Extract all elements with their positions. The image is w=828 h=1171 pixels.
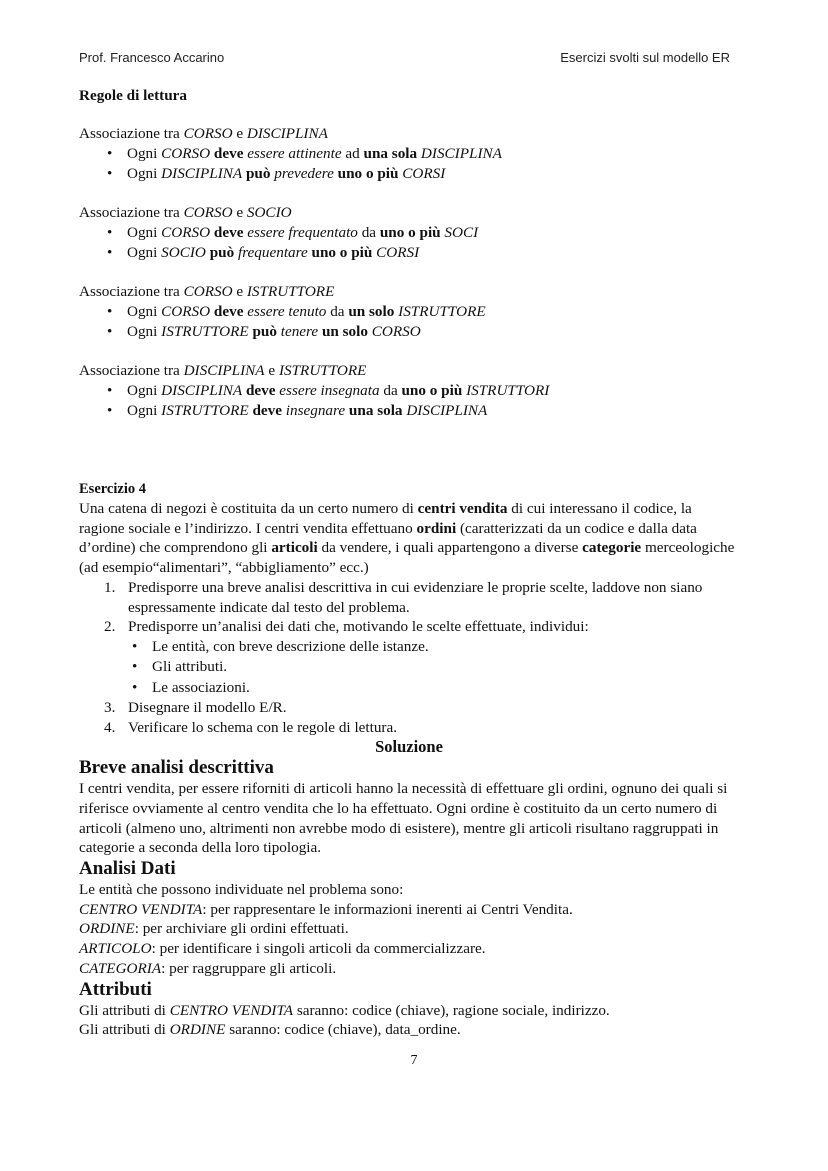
page-content bbox=[79, 86, 739, 1040]
association-corso-istruttore bbox=[79, 282, 739, 342]
association-heading: Associazione tra CORSO e ISTRUTTORE bbox=[79, 283, 335, 300]
entity-line: CENTRO VENDITA: per rappresentare le informazioni inerenti ai Centri Vendita. bbox=[79, 900, 573, 918]
reading-rule: • Ogni CORSO deve essere attinente ad una sola DISCIPLINA bbox=[79, 144, 739, 164]
attribute-line: Gli attributi di ORDINE saranno: codice (chiave), data_ordine. bbox=[79, 1021, 461, 1039]
header-title: Esercizi svolti sul modello ER bbox=[560, 50, 730, 65]
entity-line: CATEGORIA: per raggruppare gli articoli. bbox=[79, 959, 337, 977]
exercise-substep: • Le entità, con breve descrizione delle istanze. bbox=[128, 637, 739, 657]
exercise-substeps bbox=[128, 637, 739, 698]
exercise-substep: • Le associazioni. bbox=[128, 678, 739, 698]
reading-rule: • Ogni ISTRUTTORE può tenere un solo CORSO bbox=[79, 322, 739, 342]
exercise-step: 1. Predisporre una breve analisi descrittiva in cui evidenziare le proprie scelte, laddove non siano espressamente indicate dal testo del problema. bbox=[104, 578, 703, 616]
page-number: 7 bbox=[410, 1053, 418, 1068]
association-corso-disciplina bbox=[79, 124, 739, 184]
attribute-line: Gli attributi di CENTRO VENDITA saranno: codice (chiave), ragione sociale, indirizzo. bbox=[79, 1001, 610, 1019]
reading-rule: • Ogni SOCIO può frequentare uno o più CORSI bbox=[79, 243, 739, 263]
association-heading: Associazione tra DISCIPLINA e ISTRUTTORE bbox=[79, 362, 367, 379]
solution-title: Soluzione bbox=[375, 737, 443, 757]
entity-line: ORDINE: per archiviare gli ordini effettuati. bbox=[79, 920, 349, 938]
exercise-substep: • Gli attributi. bbox=[128, 657, 739, 677]
page-header bbox=[79, 50, 730, 70]
association-disciplina-istruttore bbox=[79, 361, 739, 421]
reading-rule: • Ogni DISCIPLINA deve essere insegnata da uno o più ISTRUTTORI bbox=[79, 381, 739, 401]
section-heading-descrittiva: Breve analisi descrittiva bbox=[79, 757, 274, 779]
exercise-step: 2. Predisporre un’analisi dei dati che, motivando le scelte effettuate, individui: • Le entità, con breve descrizione delle istanze. • Gli attributi. • Le associazioni. bbox=[79, 617, 739, 698]
data-analysis-intro: Le entità che possono individuate nel problema sono: bbox=[79, 881, 404, 899]
reading-rules-title: Regole di lettura bbox=[79, 87, 187, 104]
association-corso-socio bbox=[79, 203, 739, 263]
entity-line: ARTICOLO: per identificare i singoli articoli da commercializzare. bbox=[79, 940, 486, 958]
exercise-title: Esercizio 4 bbox=[79, 481, 146, 497]
exercise-step: 3. Disegnare il modello E/R. bbox=[104, 698, 287, 716]
header-author: Prof. Francesco Accarino bbox=[79, 50, 225, 65]
descriptive-analysis-text: I centri vendita, per essere riforniti di articoli hanno la necessità di effettuare gli ordini, ognuno dei quali si riferisce ovviamente al centro vendita che lo ha effettuato. Ogni ordine è costituito da un certo numero di articoli (almeno uno, altrimenti non avrebbe modo di esistere), mentre gli articoli risultano raggruppati in categorie a seconda della loro tipologia. bbox=[79, 780, 728, 857]
section-heading-analisi-dati: Analisi Dati bbox=[79, 858, 176, 880]
association-heading: Associazione tra CORSO e SOCIO bbox=[79, 204, 292, 221]
exercise-text: Una catena di negozi è costituita da un certo numero di centri vendita di cui interessano il codice, la ragione sociale e l’indirizzo. I centri vendita effettuano ordini (caratterizzati da un codice e dalla data d’ordine) che comprendono gli articoli da vendere, i quali appartengono a diverse categorie merceologiche (ad esempio“alimentari”, “abbigliamento” ecc.) bbox=[79, 500, 735, 577]
section-heading-attributi: Attributi bbox=[79, 978, 152, 1000]
reading-rule: • Ogni ISTRUTTORE deve insegnare una sola DISCIPLINA bbox=[79, 401, 739, 421]
association-heading: Associazione tra CORSO e DISCIPLINA bbox=[79, 125, 328, 142]
exercise-steps bbox=[79, 578, 739, 737]
reading-rule: • Ogni CORSO deve essere tenuto da un solo ISTRUTTORE bbox=[79, 302, 739, 322]
reading-rule: • Ogni CORSO deve essere frequentato da uno o più SOCI bbox=[79, 223, 739, 243]
exercise-step: 4. Verificare lo schema con le regole di lettura. bbox=[104, 718, 398, 736]
reading-rule: • Ogni DISCIPLINA può prevedere uno o più CORSI bbox=[79, 164, 739, 184]
